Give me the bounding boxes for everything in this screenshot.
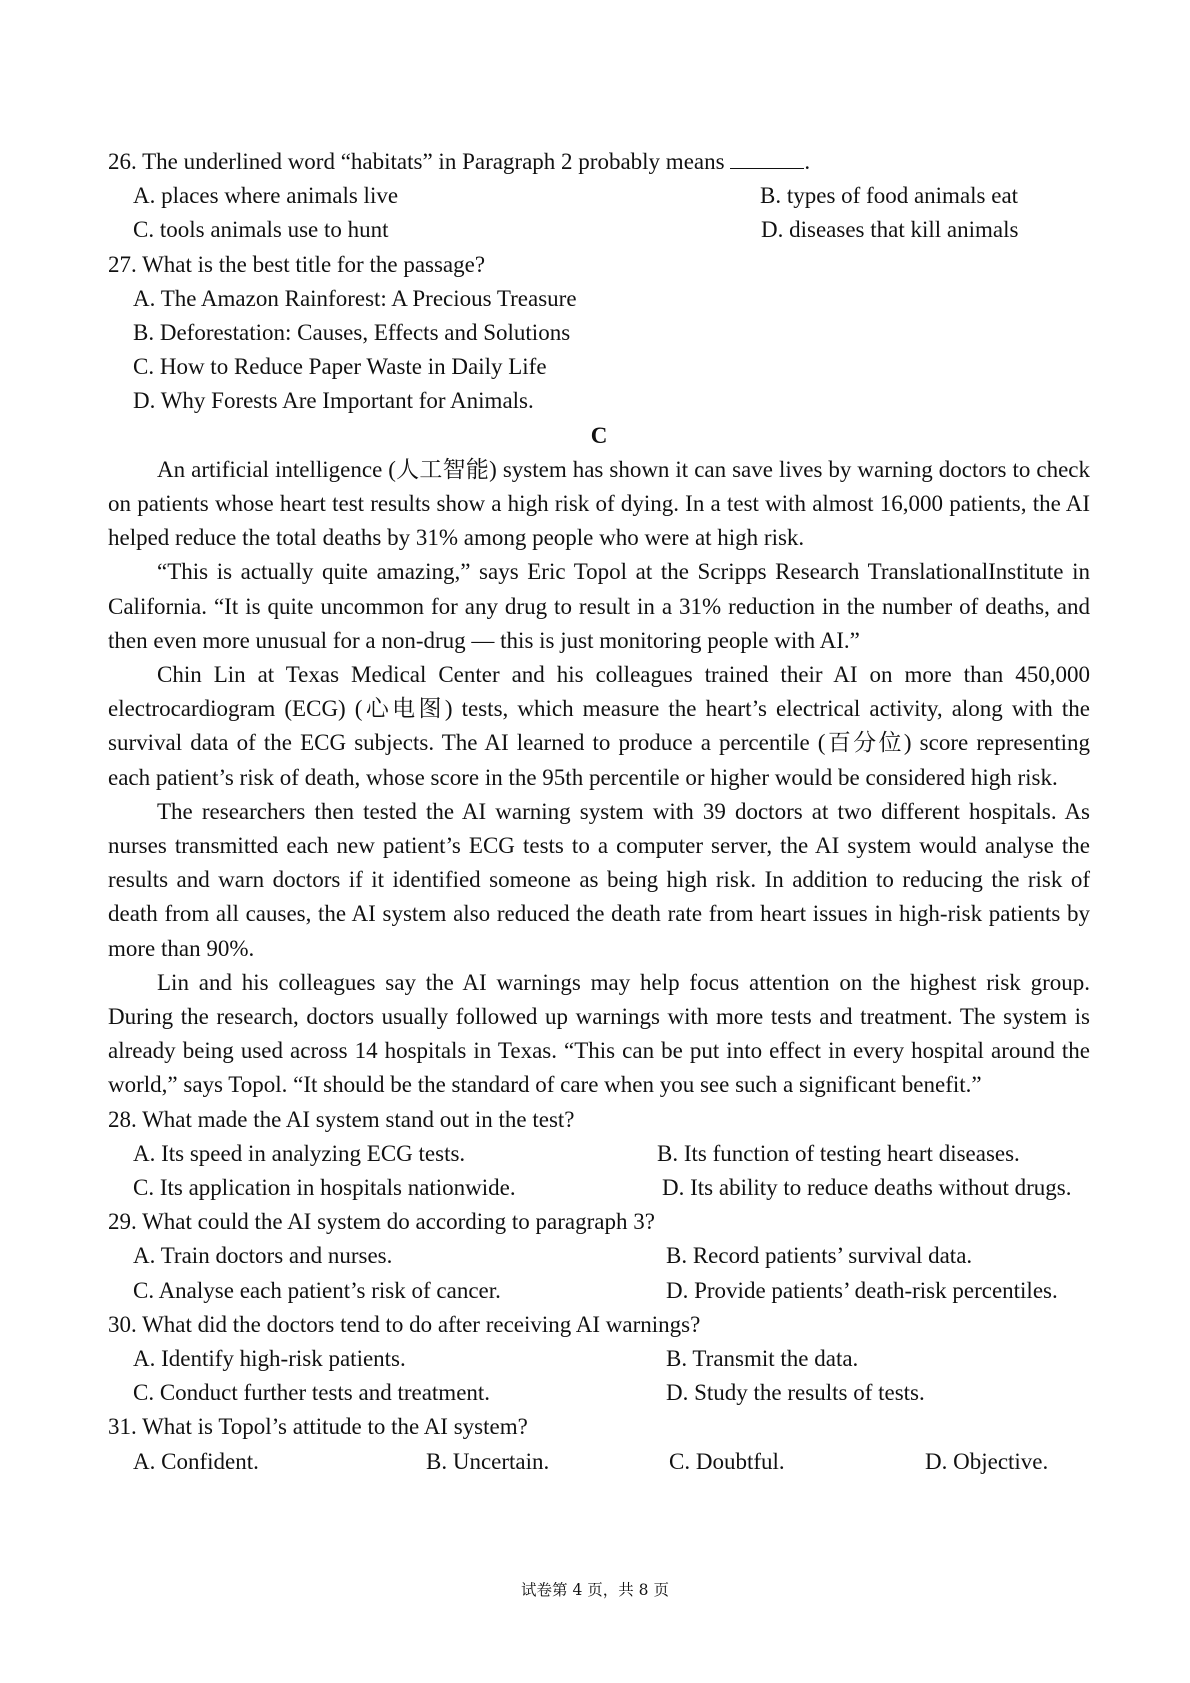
option-31-d: D. Objective. <box>925 1448 1049 1474</box>
option-27-c: C. How to Reduce Paper Waste in Daily Life <box>133 354 547 380</box>
option-29-d: D. Provide patients’ death-risk percentiles. <box>666 1277 1058 1303</box>
page-footer: 试卷第 4 页，共 8 页 <box>521 1581 669 1599</box>
question-26-stem <box>108 145 1090 179</box>
answer-blank <box>730 149 804 169</box>
option-26-d: D. diseases that kill animals <box>761 217 1019 243</box>
option-30-d: D. Study the results of tests. <box>666 1380 925 1406</box>
option-28-c: C. Its application in hospitals nationwide. <box>133 1175 516 1201</box>
passage-paragraph-2: “This is actually quite amazing,” says Eric Topol at the Scripps Research TranslationalInstitute in California. “It is quite uncommon for any drug to result in a 31% reduction in the number of deaths, and then even more unusual for a non-drug — this is just monitoring people with AI.” <box>108 559 1090 653</box>
option-31-c: C. Doubtful. <box>669 1448 785 1474</box>
option-30-c: C. Conduct further tests and treatment. <box>133 1380 491 1406</box>
option-31-a: A. Confident. <box>133 1448 259 1474</box>
question-29-options-row-1 <box>108 1239 1090 1273</box>
question-30-options-row-2 <box>108 1376 1090 1410</box>
option-26-a: A. places where animals live <box>133 183 399 209</box>
option-28-d: D. Its ability to reduce deaths without drugs. <box>662 1175 1072 1201</box>
option-28-a: A. Its speed in analyzing ECG tests. <box>133 1140 466 1166</box>
question-30-options-row-1 <box>108 1342 1090 1376</box>
question-28-stem: 28. What made the AI system stand out in the test? <box>108 1106 575 1132</box>
question-26-options-row-1 <box>108 179 1090 213</box>
option-30-a: A. Identify high-risk patients. <box>133 1346 406 1372</box>
option-27-a: A. The Amazon Rainforest: A Precious Treasure <box>133 285 577 311</box>
page-content <box>108 145 1090 1479</box>
option-26-c: C. tools animals use to hunt <box>133 217 389 243</box>
question-27-stem: 27. What is the best title for the passage? <box>108 251 486 277</box>
option-29-c: C. Analyse each patient’s risk of cancer. <box>133 1277 501 1303</box>
option-26-b: B. types of food animals eat <box>760 183 1019 209</box>
option-31-b: B. Uncertain. <box>426 1448 550 1474</box>
question-29-options-row-2 <box>108 1274 1090 1308</box>
question-26-period: . <box>804 149 811 174</box>
question-30-stem: 30. What did the doctors tend to do after receiving AI warnings? <box>108 1311 701 1337</box>
passage-paragraph-4: The researchers then tested the AI warning system with 39 doctors at two different hospitals. As nurses transmitted each new patient’s ECG tests to a computer server, the AI system would analyse the results and warn doctors if it identified someone as being high risk. In addition to reducing the risk of death from all causes, the AI system also reduced the death rate from heart issues in high-risk patients by more than 90%. <box>108 798 1090 961</box>
option-30-b: B. Transmit the data. <box>666 1346 859 1372</box>
question-29-stem: 29. What could the AI system do according to paragraph 3? <box>108 1209 655 1235</box>
passage-paragraph-5: Lin and his colleagues say the AI warnings may help focus attention on the highest risk group. During the research, doctors usually followed up warnings with more tests and treatment. The system is already being used across 14 hospitals in Texas. “This can be put into effect in every hospital around the world,” says Topol. “It should be the standard of care when you see such a significant benefit.” <box>108 969 1090 1098</box>
option-28-b: B. Its function of testing heart diseases. <box>657 1140 1020 1166</box>
question-28-options-row-1 <box>108 1137 1090 1171</box>
question-26-text: 26. The underlined word “habitats” in Paragraph 2 probably means <box>108 149 731 174</box>
option-29-b: B. Record patients’ survival data. <box>666 1243 973 1269</box>
question-26-options-row-2 <box>108 213 1090 247</box>
option-27-d: D. Why Forests Are Important for Animals. <box>133 388 534 414</box>
option-27-b: B. Deforestation: Causes, Effects and Solutions <box>133 319 571 345</box>
question-31-options-row <box>108 1445 1090 1479</box>
passage-paragraph-1: An artificial intelligence (人工智能) system has shown it can save lives by warning doctors to check on patients whose heart test results show a high risk of dying. In a test with almost 16,000 patients, the AI helped reduce the total deaths by 31% among people who were at high risk. <box>108 456 1090 551</box>
section-heading: C <box>590 422 608 448</box>
question-28-options-row-2 <box>108 1171 1090 1205</box>
question-31-stem: 31. What is Topol’s attitude to the AI system? <box>108 1414 528 1440</box>
passage-paragraph-3: Chin Lin at Texas Medical Center and his colleagues trained their AI on more than 450,000 electrocardiogram (ECG) (心电图) tests, which measure the heart’s electrical activity, along with the survival data of the ECG subjects. The AI learned to produce a percentile (百分位) score representing each patient’s risk of death, whose score in the 95th percentile or higher would be considered high risk. <box>108 662 1090 790</box>
option-29-a: A. Train doctors and nurses. <box>133 1243 393 1269</box>
